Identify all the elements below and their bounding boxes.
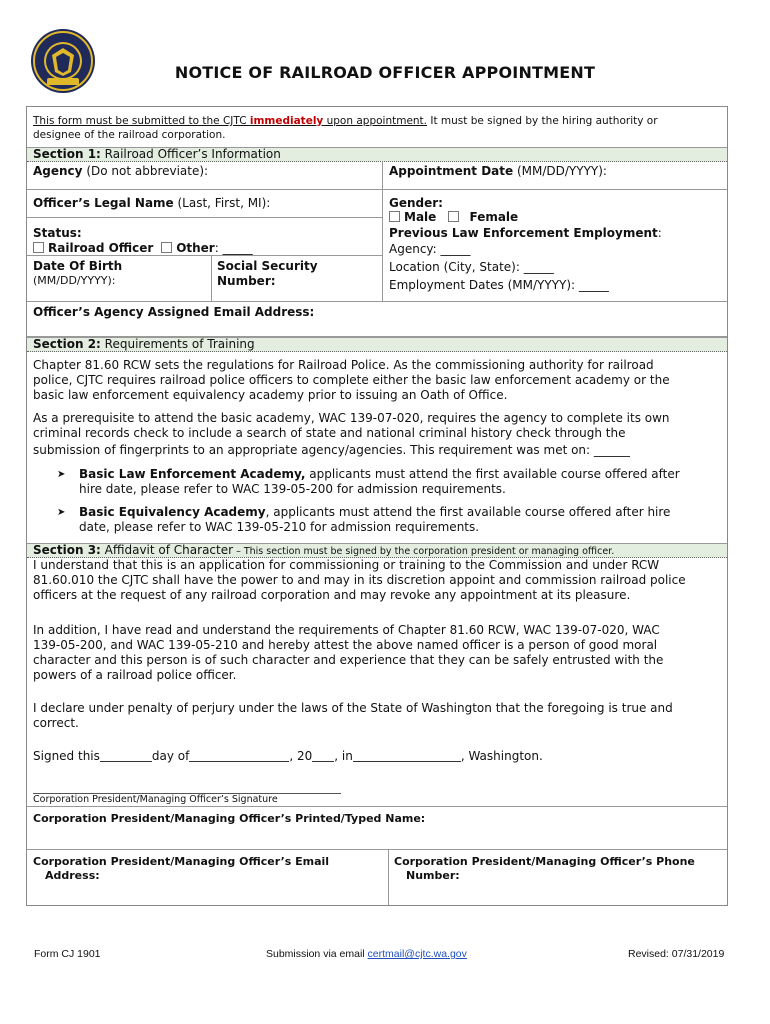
ssn-field[interactable]: Number:: [217, 274, 276, 288]
section-3-header: Section 3: Affidavit of Character – This section must be signed by the corporation president or managing officer.: [27, 543, 727, 558]
bullet-basic-academy: ➤ Basic Law Enforcement Academy, applicants must attend the first available course offered after hire date, please refer to WAC 139-05-200 for admission requirements.: [57, 467, 680, 496]
legal-name-field[interactable]: Officer’s Legal Name (Last, First, MI):: [33, 196, 271, 210]
section-2-header: Section 2: Requirements of Training: [27, 337, 727, 352]
president-phone-field[interactable]: Number:: [406, 869, 460, 882]
status-options: Railroad Officer Other: _____: [33, 241, 253, 255]
section-3-paragraph-3: I declare under penalty of perjury under the laws of the State of Washington that the foregoing is true and correct.: [33, 701, 673, 730]
footer-revised: Revised: 07/31/2019: [628, 948, 725, 960]
arrow-bullet-icon: ➤: [57, 507, 66, 518]
ssn-label: Social Security: [217, 259, 318, 273]
male-checkbox[interactable]: [389, 211, 400, 222]
signed-line: Signed this day of , 20 , in , Washington.: [33, 749, 543, 763]
section-3-paragraph-2: In addition, I have read and understand the requirements of Chapter 81.60 RCW, WAC 139-07-020, WAC 139-05-200, and WAC 139-05-210 and hereby attest the above named officer is a person of good moral character and this person is of such character and experience that they can be safely entrusted with the powers of a railroad police officer.: [33, 623, 664, 682]
other-checkbox[interactable]: [161, 242, 172, 253]
arrow-bullet-icon: ➤: [57, 469, 66, 480]
submission-email-link[interactable]: certmail@cjtc.wa.gov: [367, 948, 467, 960]
signed-year-blank[interactable]: [312, 750, 334, 762]
cjtc-seal-logo: [30, 28, 96, 94]
section-1-header: Section 1: Railroad Officer’s Information: [27, 147, 727, 162]
signature-caption: Corporation President/Managing Officer’s Signature: [33, 794, 278, 805]
dob-label: Date Of Birth: [33, 259, 123, 273]
status-label: Status:: [33, 226, 82, 240]
signed-city-blank[interactable]: [353, 750, 461, 762]
president-email-field[interactable]: Address:: [45, 869, 100, 882]
dob-field[interactable]: (MM/DD/YYYY):: [33, 274, 116, 287]
prev-dates-field[interactable]: Employment Dates (MM/YYYY): _____: [389, 278, 609, 292]
agency-field[interactable]: Agency (Do not abbreviate):: [33, 164, 209, 178]
section-2-paragraph-2: As a prerequisite to attend the basic academy, WAC 139-07-020, requires the agency to complete its own criminal records check to include a search of state and national criminal history check through the submission of fingerprints to an appropriate agency/agencies. This requirement was met on: ______: [33, 411, 670, 457]
prev-location-field[interactable]: Location (City, State): _____: [389, 260, 554, 274]
officer-email-label: Corporation President/Managing Officer’s Email: [33, 855, 330, 868]
gender-label: Gender:: [389, 196, 443, 210]
signed-day-blank[interactable]: [100, 750, 152, 762]
officer-phone-label: Corporation President/Managing Officer’s Phone: [394, 855, 695, 868]
appointment-date-field[interactable]: Appointment Date (MM/DD/YYYY):: [389, 164, 607, 178]
female-checkbox[interactable]: [448, 211, 459, 222]
section-3-paragraph-1: I understand that this is an application for commissioning or training to the Commission and under RCW 81.60.010 the CJTC shall have the power to and may in its discretion appoint and commission railroad police officers at the request of any railroad corporation and may revoke any appointment at its pleasure.: [33, 558, 686, 602]
gender-options: Male Female: [389, 210, 518, 224]
footer-submission: Submission via email certmail@cjtc.wa.gov: [266, 948, 467, 960]
signed-month-blank[interactable]: [189, 750, 289, 762]
appointment-form: [26, 106, 728, 906]
prev-agency-field[interactable]: Agency: _____: [389, 242, 471, 256]
form-title: NOTICE OF RAILROAD OFFICER APPOINTMENT: [174, 63, 596, 82]
officer-email-field[interactable]: Officer’s Agency Assigned Email Address:: [33, 305, 315, 319]
footer-form-number: Form CJ 1901: [34, 948, 101, 960]
bullet-equivalency-academy: ➤ Basic Equivalency Academy, applicants must attend the first available course offered after hire date, please refer to WAC 139-05-210 for admission requirements.: [57, 505, 671, 534]
railroad-officer-checkbox[interactable]: [33, 242, 44, 253]
prev-employment-label: Previous Law Enforcement Employment:: [389, 226, 662, 240]
section-2-paragraph-1: Chapter 81.60 RCW sets the regulations for Railroad Police. As the commissioning authority for railroad police, CJTC requires railroad police officers to complete either the basic law enforcement academy or the basic law enforcement equivalency academy prior to issuing an Oath of Office.: [33, 358, 670, 402]
intro-text: This form must be submitted to the CJTC immediately upon appointment. It must be signed by the hiring authority or designee of the railroad corporation.: [33, 115, 658, 141]
printed-name-field[interactable]: Corporation President/Managing Officer’s Printed/Typed Name:: [33, 812, 426, 825]
